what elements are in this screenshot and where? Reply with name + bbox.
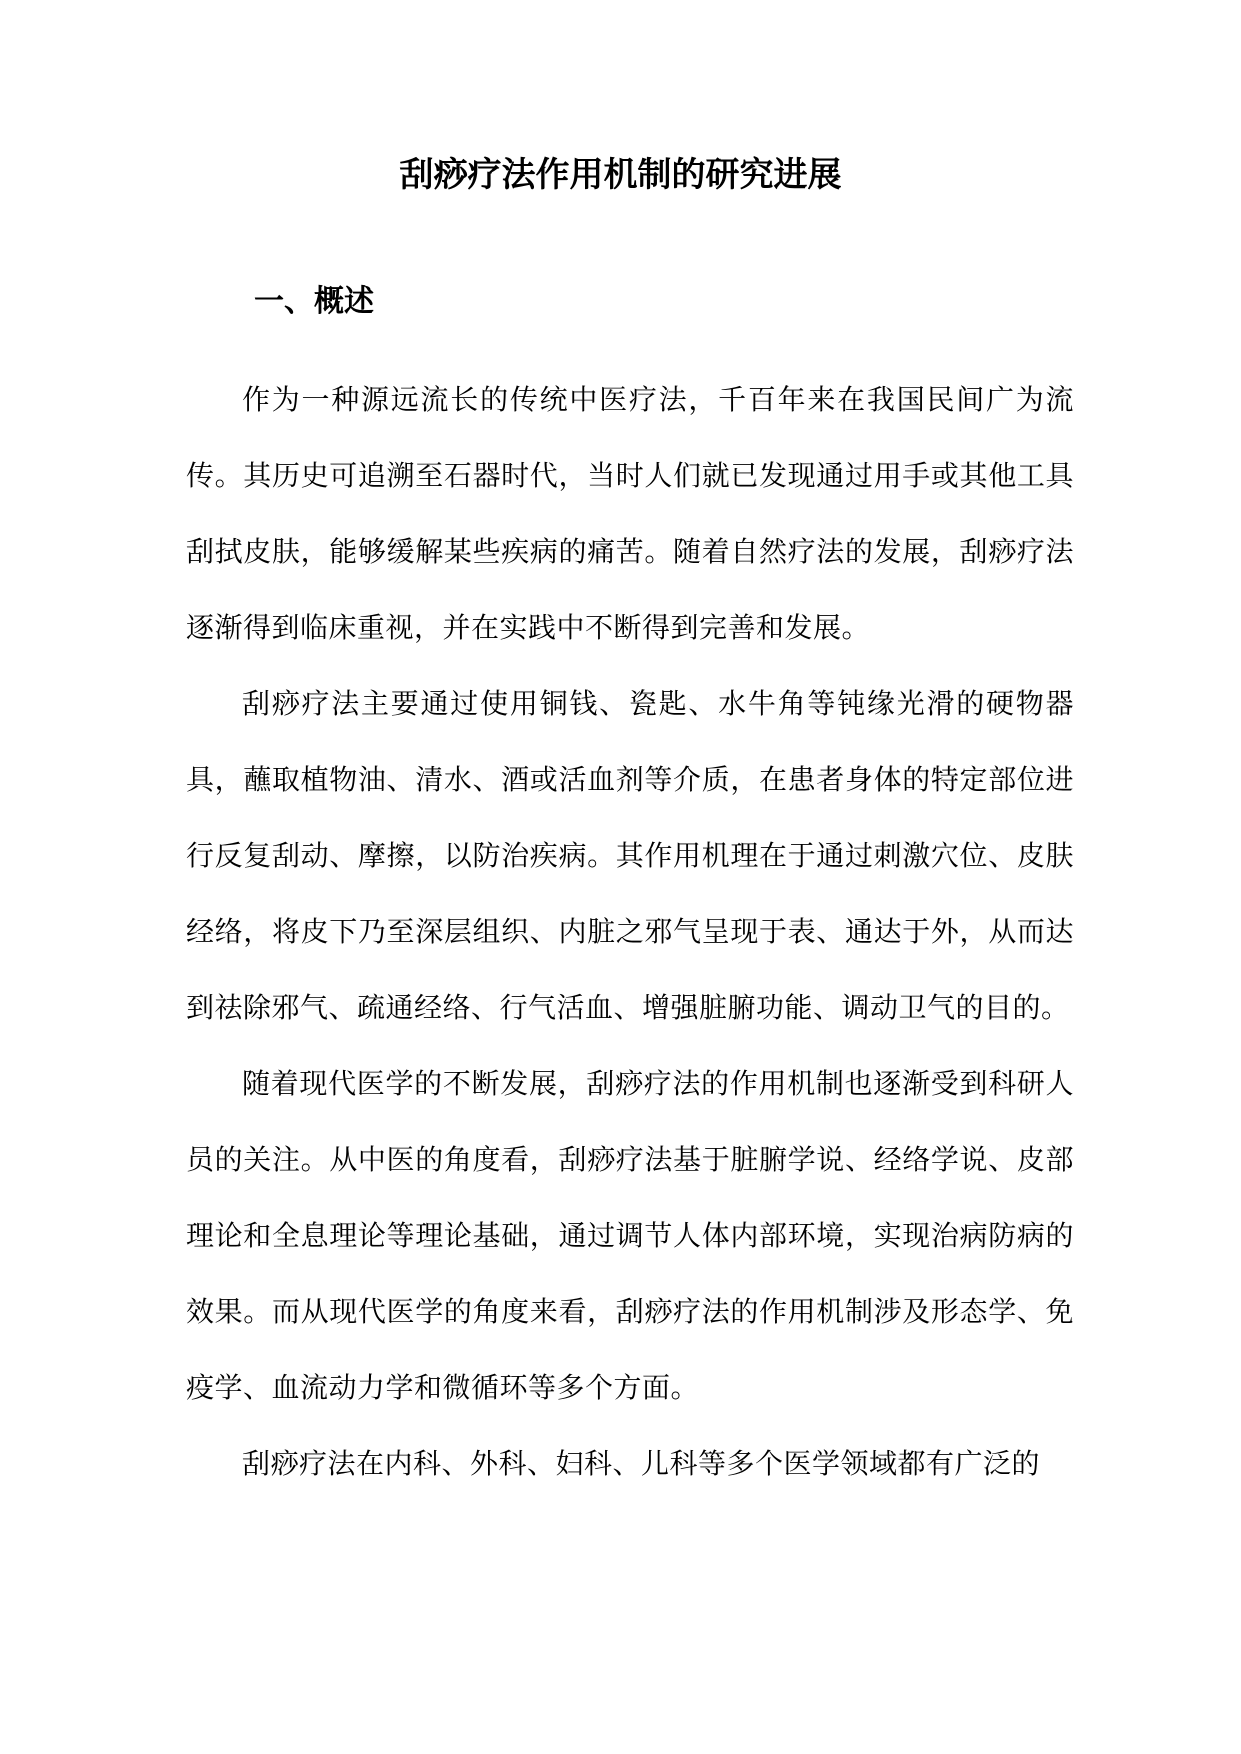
- paragraph-1: 作为一种源远流长的传统中医疗法，千百年来在我国民间广为流传。其历史可追溯至石器时代，当时人们就已发现通过用手或其他工具刮拭皮肤，能够缓解某些疾病的痛苦。随着自然疗法的发展，刮痧疗法逐渐得到临床重视，并在实践中不断得到完善和发展。: [186, 383, 1074, 644]
- section-heading: 一、概述: [254, 284, 374, 319]
- document-title: 刮痧疗法作用机制的研究进展: [399, 155, 842, 195]
- paragraph-3: 随着现代医学的不断发展，刮痧疗法的作用机制也逐渐受到科研人员的关注。从中医的角度看，刮痧疗法基于脏腑学说、经络学说、皮部理论和全息理论等理论基础，通过调节人体内部环境，实现治病防病的效果。而从现代医学的角度来看，刮痧疗法的作用机制涉及形态学、免疫学、血流动力学和微循环等多个方面。: [186, 1067, 1074, 1404]
- paragraph-4: 刮痧疗法在内科、外科、妇科、儿科等多个医学领域都有广泛的: [242, 1447, 1041, 1480]
- document-body: [186, 362, 1074, 1502]
- paragraph-2: 刮痧疗法主要通过使用铜钱、瓷匙、水牛角等钝缘光滑的硬物器具，蘸取植物油、清水、酒或活血剂等介质，在患者身体的特定部位进行反复刮动、摩擦，以防治疾病。其作用机理在于通过刺激穴位、皮肤经络，将皮下乃至深层组织、内脏之邪气呈现于表、通达于外，从而达到祛除邪气、疏通经络、行气活血、增强脏腑功能、调动卫气的目的。: [186, 687, 1074, 1024]
